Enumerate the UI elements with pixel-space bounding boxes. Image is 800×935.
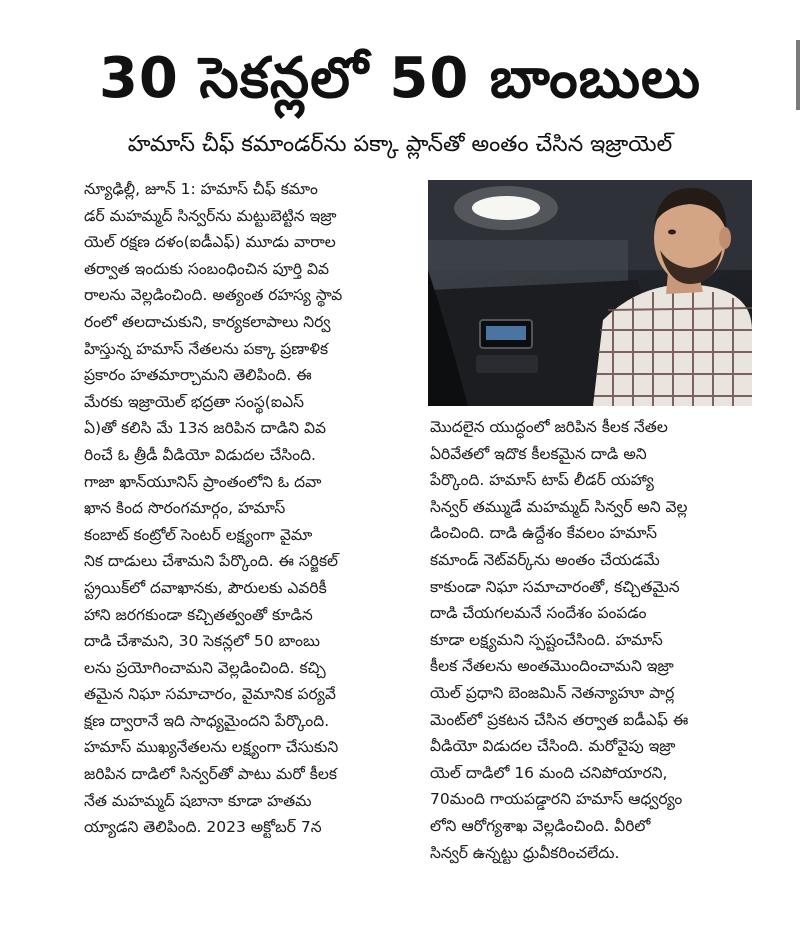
body-line: మెంట్‌లో ప్రకటన చేసిన తర్వాత ఐడీఎఫ్ ఈ	[430, 710, 689, 729]
body-line: స్ట్రయిక్‌లో దవాఖానకు, పౌరులకు ఎవరికీ	[84, 578, 327, 597]
body-line: రంలో తలదాచుకుని, కార్యకలాపాలు నిర్వ	[84, 312, 331, 331]
body-line: డించింది. దాడి ఉద్దేశం కేవలం హమాస్	[430, 524, 657, 543]
body-line: హాని జరగకుండా కచ్చితత్వంతో కూడిన	[84, 605, 313, 624]
body-line: యెల్ ప్రధాని బెంజమిన్ నెతన్యాహూ పార్ల	[430, 683, 675, 702]
body-line: మేరకు ఇజ్రాయెల్ భద్రతా సంస్థ(ఐఎస్	[84, 392, 304, 411]
body-line: గాజా ఖాన్‌యూనిస్ ప్రాంతంలోని ఓ దవా	[84, 472, 322, 491]
body-line: యెల్ రక్షణ దళం(ఐడీఎఫ్) మూడు వారాల	[84, 233, 336, 252]
body-line: కీలక నేతలను అంతమొందించామని ఇజ్రా	[430, 657, 674, 676]
page-edge-mark	[796, 40, 800, 110]
body-line: లను ప్రయోగించామని వెల్లడించింది. కచ్చి	[84, 658, 326, 677]
body-line: 70మంది గాయపడ్డారని హమాస్ ఆధ్వర్యం	[430, 790, 683, 809]
body-line: య్యాడని తెలిపింది. 2023 అక్టోబర్ 7న	[84, 818, 322, 837]
body-line: దాడి చేశామని, 30 సెకన్లలో 50 బాంబు	[84, 632, 320, 651]
body-line: నేత మహమ్మద్ షబానా కూడా హతమ	[84, 791, 312, 810]
body-line: దాడి చేయగలమనే సందేశం పంపడం	[430, 604, 647, 623]
body-line: ప్రకారం హతమార్చామని తెలిపింది. ఈ	[84, 366, 312, 385]
body-line: డర్ మహమ్మద్ సిన్వర్‌ను మట్టుబెట్టిన ఇజ్రా	[84, 206, 337, 225]
news-photo	[428, 180, 752, 406]
body-line: క్షణ ద్వారానే ఇది సాధ్యమైందని పేర్కొంది.	[84, 711, 330, 730]
body-line: హమాస్ ముఖ్యనేతలను లక్ష్యంగా చేసుకుని	[84, 738, 339, 757]
body-line: పేర్కొంది. హమాస్ టాప్ లీడర్ యహ్యా	[430, 471, 654, 490]
body-line: నిక దాడులు చేశామని పేర్కొంది. ఈ సర్జికల్	[84, 552, 339, 571]
article-headline: 30 సెకన్లలో 50 బాంబులు	[98, 46, 702, 111]
body-line: కమాండ్ నెట్‌వర్క్‌ను అంతం చేయడమే	[430, 550, 660, 569]
body-line: జరిపిన దాడిలో సిన్వర్‌తో పాటు మరో కీలక	[84, 765, 337, 784]
body-line: న్యూఢిల్లీ, జూన్ 1: హమాస్ చీఫ్ కమాం	[84, 180, 318, 198]
body-line: ఏరివేతలో ఇదొక కీలకమైన దాడి అని	[430, 444, 647, 463]
body-line: లోని ఆరోగ్యశాఖ వెల్లడించింది. వీరిలో	[430, 816, 651, 835]
body-line: కాకుండా నిఘా సమాచారంతో, కచ్చితమైన	[430, 577, 680, 596]
body-line: కంబాట్ కంట్రోల్ సెంటర్ లక్ష్యంగా వైమా	[84, 525, 313, 544]
body-line: సిన్వర్ ఉన్నట్టు ధ్రువీకరించలేదు.	[430, 843, 620, 862]
body-line: రాలను వెల్లడించింది. అత్యంత రహస్య స్థావ	[84, 286, 343, 305]
body-line: రించే ఓ త్రీడీ వీడియో విడుదల చేసింది.	[84, 445, 316, 464]
article-body-right-column	[430, 414, 760, 866]
body-line: ఏ)తో కలిసి మే 13న జరిపిన దాడిని వివ	[84, 419, 327, 438]
body-line: కూడా లక్ష్యమని స్పష్టంచేసింది. హమాస్	[430, 630, 663, 649]
body-line: తర్వాత ఇందుకు సంబంధించిన పూర్తి వివ	[84, 259, 330, 278]
body-line: వీడియో విడుదల చేసింది. మరోవైపు ఇజ్రా	[430, 737, 676, 756]
body-line: మొదలైన యుద్ధంలో జరిపిన కీలక నేతల	[430, 418, 668, 436]
body-line: హిస్తున్న హమాస్ నేతలను పక్కా ప్రణాళిక	[84, 339, 329, 358]
article-subheadline: హమాస్ చీఫ్ కమాండర్‌ను పక్కా ప్లాన్‌తో అంతం చేసిన ఇజ్రాయెల్	[127, 132, 673, 157]
body-line: తమైన నిఘా సమాచారం, వైమానిక పర్యవే	[84, 685, 336, 704]
body-line: ఖాన కింద సొరంగమార్గం, హమాస్	[84, 499, 286, 518]
body-line: సిన్వర్ తమ్ముడే మహమ్మద్ సిన్వర్ అని వెల్ల	[430, 497, 688, 516]
article-body-left-column	[84, 176, 414, 841]
body-line: యెల్ దాడిలో 16 మంది చనిపోయారని,	[430, 763, 668, 782]
